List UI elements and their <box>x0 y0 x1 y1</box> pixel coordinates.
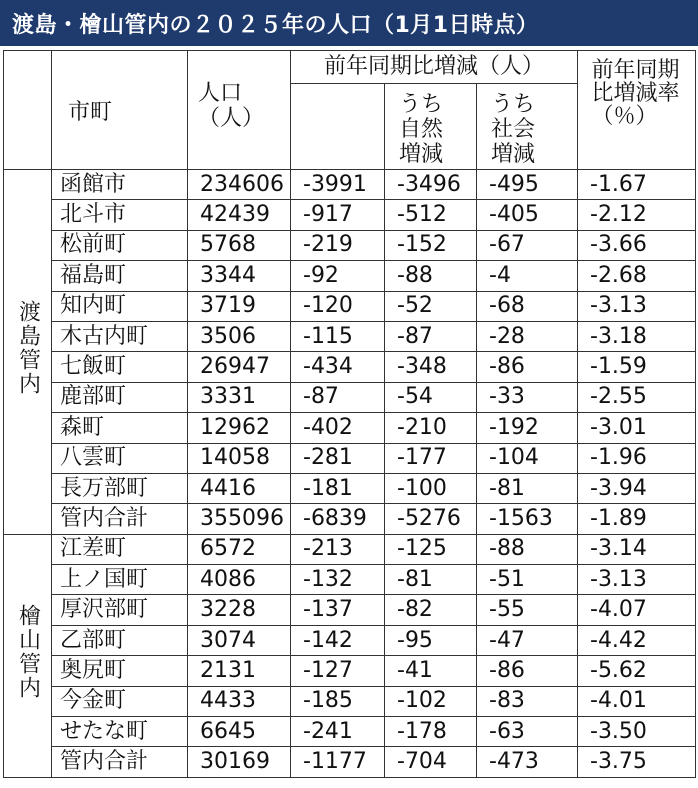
cell-change: -917 <box>291 200 385 230</box>
cell-social: -86 <box>477 656 578 686</box>
cell-natural: -177 <box>385 443 477 473</box>
cell-change: -92 <box>291 261 385 291</box>
cell-city: 七飯町 <box>52 352 188 382</box>
cell-change: -213 <box>291 534 385 564</box>
table-row <box>4 413 696 443</box>
cell-rate: -3.01 <box>578 413 696 443</box>
table-row <box>4 321 696 351</box>
cell-social: -192 <box>477 413 578 443</box>
cell-natural: -54 <box>385 382 477 412</box>
cell-population: 2131 <box>188 656 291 686</box>
cell-natural: -704 <box>385 747 477 777</box>
table-row <box>4 504 696 534</box>
cell-social: -473 <box>477 747 578 777</box>
table-row <box>4 565 696 595</box>
cell-population: 3506 <box>188 321 291 351</box>
cell-city: 八雲町 <box>52 443 188 473</box>
cell-city: 福島町 <box>52 261 188 291</box>
cell-rate: -1.67 <box>578 170 696 200</box>
cell-city: 知内町 <box>52 291 188 321</box>
group-label: 渡島管内 <box>4 170 52 535</box>
cell-change: -241 <box>291 717 385 747</box>
cell-social: -51 <box>477 565 578 595</box>
cell-change: -115 <box>291 321 385 351</box>
cell-city: 上ノ国町 <box>52 565 188 595</box>
cell-natural: -41 <box>385 656 477 686</box>
table-row <box>4 200 696 230</box>
cell-population: 26947 <box>188 352 291 382</box>
cell-rate: -3.13 <box>578 565 696 595</box>
cell-population: 4086 <box>188 565 291 595</box>
cell-social: -28 <box>477 321 578 351</box>
cell-city: 今金町 <box>52 686 188 716</box>
table-row <box>4 170 696 200</box>
cell-city: 江差町 <box>52 534 188 564</box>
cell-natural: -95 <box>385 625 477 655</box>
group-label: 檜山管内 <box>4 534 52 777</box>
cell-change: -132 <box>291 565 385 595</box>
cell-population: 3074 <box>188 625 291 655</box>
table-body <box>4 170 696 778</box>
cell-social: -405 <box>477 200 578 230</box>
cell-change: -185 <box>291 686 385 716</box>
cell-city: 森町 <box>52 413 188 443</box>
cell-natural: -348 <box>385 352 477 382</box>
cell-social: -33 <box>477 382 578 412</box>
table-row <box>4 656 696 686</box>
cell-city: 乙部町 <box>52 625 188 655</box>
header-natural: うち自然増減 <box>385 84 477 170</box>
cell-social: -63 <box>477 717 578 747</box>
cell-population: 42439 <box>188 200 291 230</box>
cell-natural: -100 <box>385 473 477 503</box>
cell-population: 3344 <box>188 261 291 291</box>
cell-natural: -87 <box>385 321 477 351</box>
header-change-total <box>291 84 385 170</box>
table-row <box>4 595 696 625</box>
cell-change: -1177 <box>291 747 385 777</box>
cell-rate: -4.07 <box>578 595 696 625</box>
cell-city: 厚沢部町 <box>52 595 188 625</box>
cell-city: 松前町 <box>52 230 188 260</box>
cell-change: -402 <box>291 413 385 443</box>
cell-population: 3331 <box>188 382 291 412</box>
table-row <box>4 230 696 260</box>
table-row <box>4 534 696 564</box>
table-row <box>4 352 696 382</box>
cell-city: せたな町 <box>52 717 188 747</box>
table-row <box>4 747 696 777</box>
header-population: 人口（人） <box>188 51 291 170</box>
cell-population: 234606 <box>188 170 291 200</box>
header-blank <box>4 51 52 170</box>
cell-change: -142 <box>291 625 385 655</box>
cell-social: -1563 <box>477 504 578 534</box>
cell-city: 北斗市 <box>52 200 188 230</box>
cell-natural: -125 <box>385 534 477 564</box>
header-social: うち社会増減 <box>477 84 578 170</box>
table-row <box>4 473 696 503</box>
cell-natural: -210 <box>385 413 477 443</box>
cell-rate: -2.55 <box>578 382 696 412</box>
cell-natural: -3496 <box>385 170 477 200</box>
header-rate: 前年同期比増減率（％） <box>578 51 696 170</box>
cell-population: 3719 <box>188 291 291 321</box>
cell-population: 6572 <box>188 534 291 564</box>
cell-city: 木古内町 <box>52 321 188 351</box>
cell-population: 12962 <box>188 413 291 443</box>
cell-rate: -4.01 <box>578 686 696 716</box>
cell-natural: -5276 <box>385 504 477 534</box>
cell-change: -120 <box>291 291 385 321</box>
cell-city: 奥尻町 <box>52 656 188 686</box>
cell-change: -219 <box>291 230 385 260</box>
cell-city: 長万部町 <box>52 473 188 503</box>
cell-social: -81 <box>477 473 578 503</box>
cell-rate: -2.12 <box>578 200 696 230</box>
cell-population: 4433 <box>188 686 291 716</box>
cell-rate: -1.59 <box>578 352 696 382</box>
cell-change: -434 <box>291 352 385 382</box>
cell-change: -181 <box>291 473 385 503</box>
table-row <box>4 261 696 291</box>
cell-city: 管内合計 <box>52 747 188 777</box>
cell-change: -6839 <box>291 504 385 534</box>
cell-population: 5768 <box>188 230 291 260</box>
table-row <box>4 625 696 655</box>
table-header <box>4 51 696 170</box>
cell-rate: -3.18 <box>578 321 696 351</box>
cell-social: -495 <box>477 170 578 200</box>
cell-social: -68 <box>477 291 578 321</box>
cell-rate: -4.42 <box>578 625 696 655</box>
population-table <box>3 50 696 778</box>
cell-change: -137 <box>291 595 385 625</box>
cell-change: -87 <box>291 382 385 412</box>
table-row <box>4 717 696 747</box>
table-row <box>4 291 696 321</box>
cell-population: 3228 <box>188 595 291 625</box>
cell-natural: -82 <box>385 595 477 625</box>
table-title: 渡島・檜山管内の２０２５年の人口（1月1日時点） <box>0 0 698 46</box>
cell-rate: -1.96 <box>578 443 696 473</box>
cell-rate: -3.66 <box>578 230 696 260</box>
header-yoy-change: 前年同期比増減（人） <box>291 51 578 84</box>
cell-rate: -3.94 <box>578 473 696 503</box>
cell-rate: -2.68 <box>578 261 696 291</box>
cell-population: 4416 <box>188 473 291 503</box>
cell-social: -4 <box>477 261 578 291</box>
cell-rate: -3.50 <box>578 717 696 747</box>
cell-population: 14058 <box>188 443 291 473</box>
cell-social: -86 <box>477 352 578 382</box>
cell-natural: -102 <box>385 686 477 716</box>
table-row <box>4 382 696 412</box>
cell-change: -127 <box>291 656 385 686</box>
cell-rate: -3.14 <box>578 534 696 564</box>
table-row <box>4 443 696 473</box>
header-city: 市町 <box>52 51 188 170</box>
cell-social: -67 <box>477 230 578 260</box>
cell-natural: -512 <box>385 200 477 230</box>
cell-natural: -52 <box>385 291 477 321</box>
cell-population: 30169 <box>188 747 291 777</box>
cell-social: -47 <box>477 625 578 655</box>
cell-natural: -152 <box>385 230 477 260</box>
cell-change: -281 <box>291 443 385 473</box>
cell-rate: -3.13 <box>578 291 696 321</box>
cell-social: -55 <box>477 595 578 625</box>
cell-rate: -5.62 <box>578 656 696 686</box>
cell-rate: -1.89 <box>578 504 696 534</box>
cell-population: 6645 <box>188 717 291 747</box>
cell-social: -88 <box>477 534 578 564</box>
cell-city: 鹿部町 <box>52 382 188 412</box>
cell-rate: -3.75 <box>578 747 696 777</box>
cell-population: 355096 <box>188 504 291 534</box>
cell-natural: -81 <box>385 565 477 595</box>
cell-city: 管内合計 <box>52 504 188 534</box>
cell-natural: -178 <box>385 717 477 747</box>
cell-social: -83 <box>477 686 578 716</box>
table-row <box>4 686 696 716</box>
cell-social: -104 <box>477 443 578 473</box>
cell-natural: -88 <box>385 261 477 291</box>
cell-change: -3991 <box>291 170 385 200</box>
cell-city: 函館市 <box>52 170 188 200</box>
